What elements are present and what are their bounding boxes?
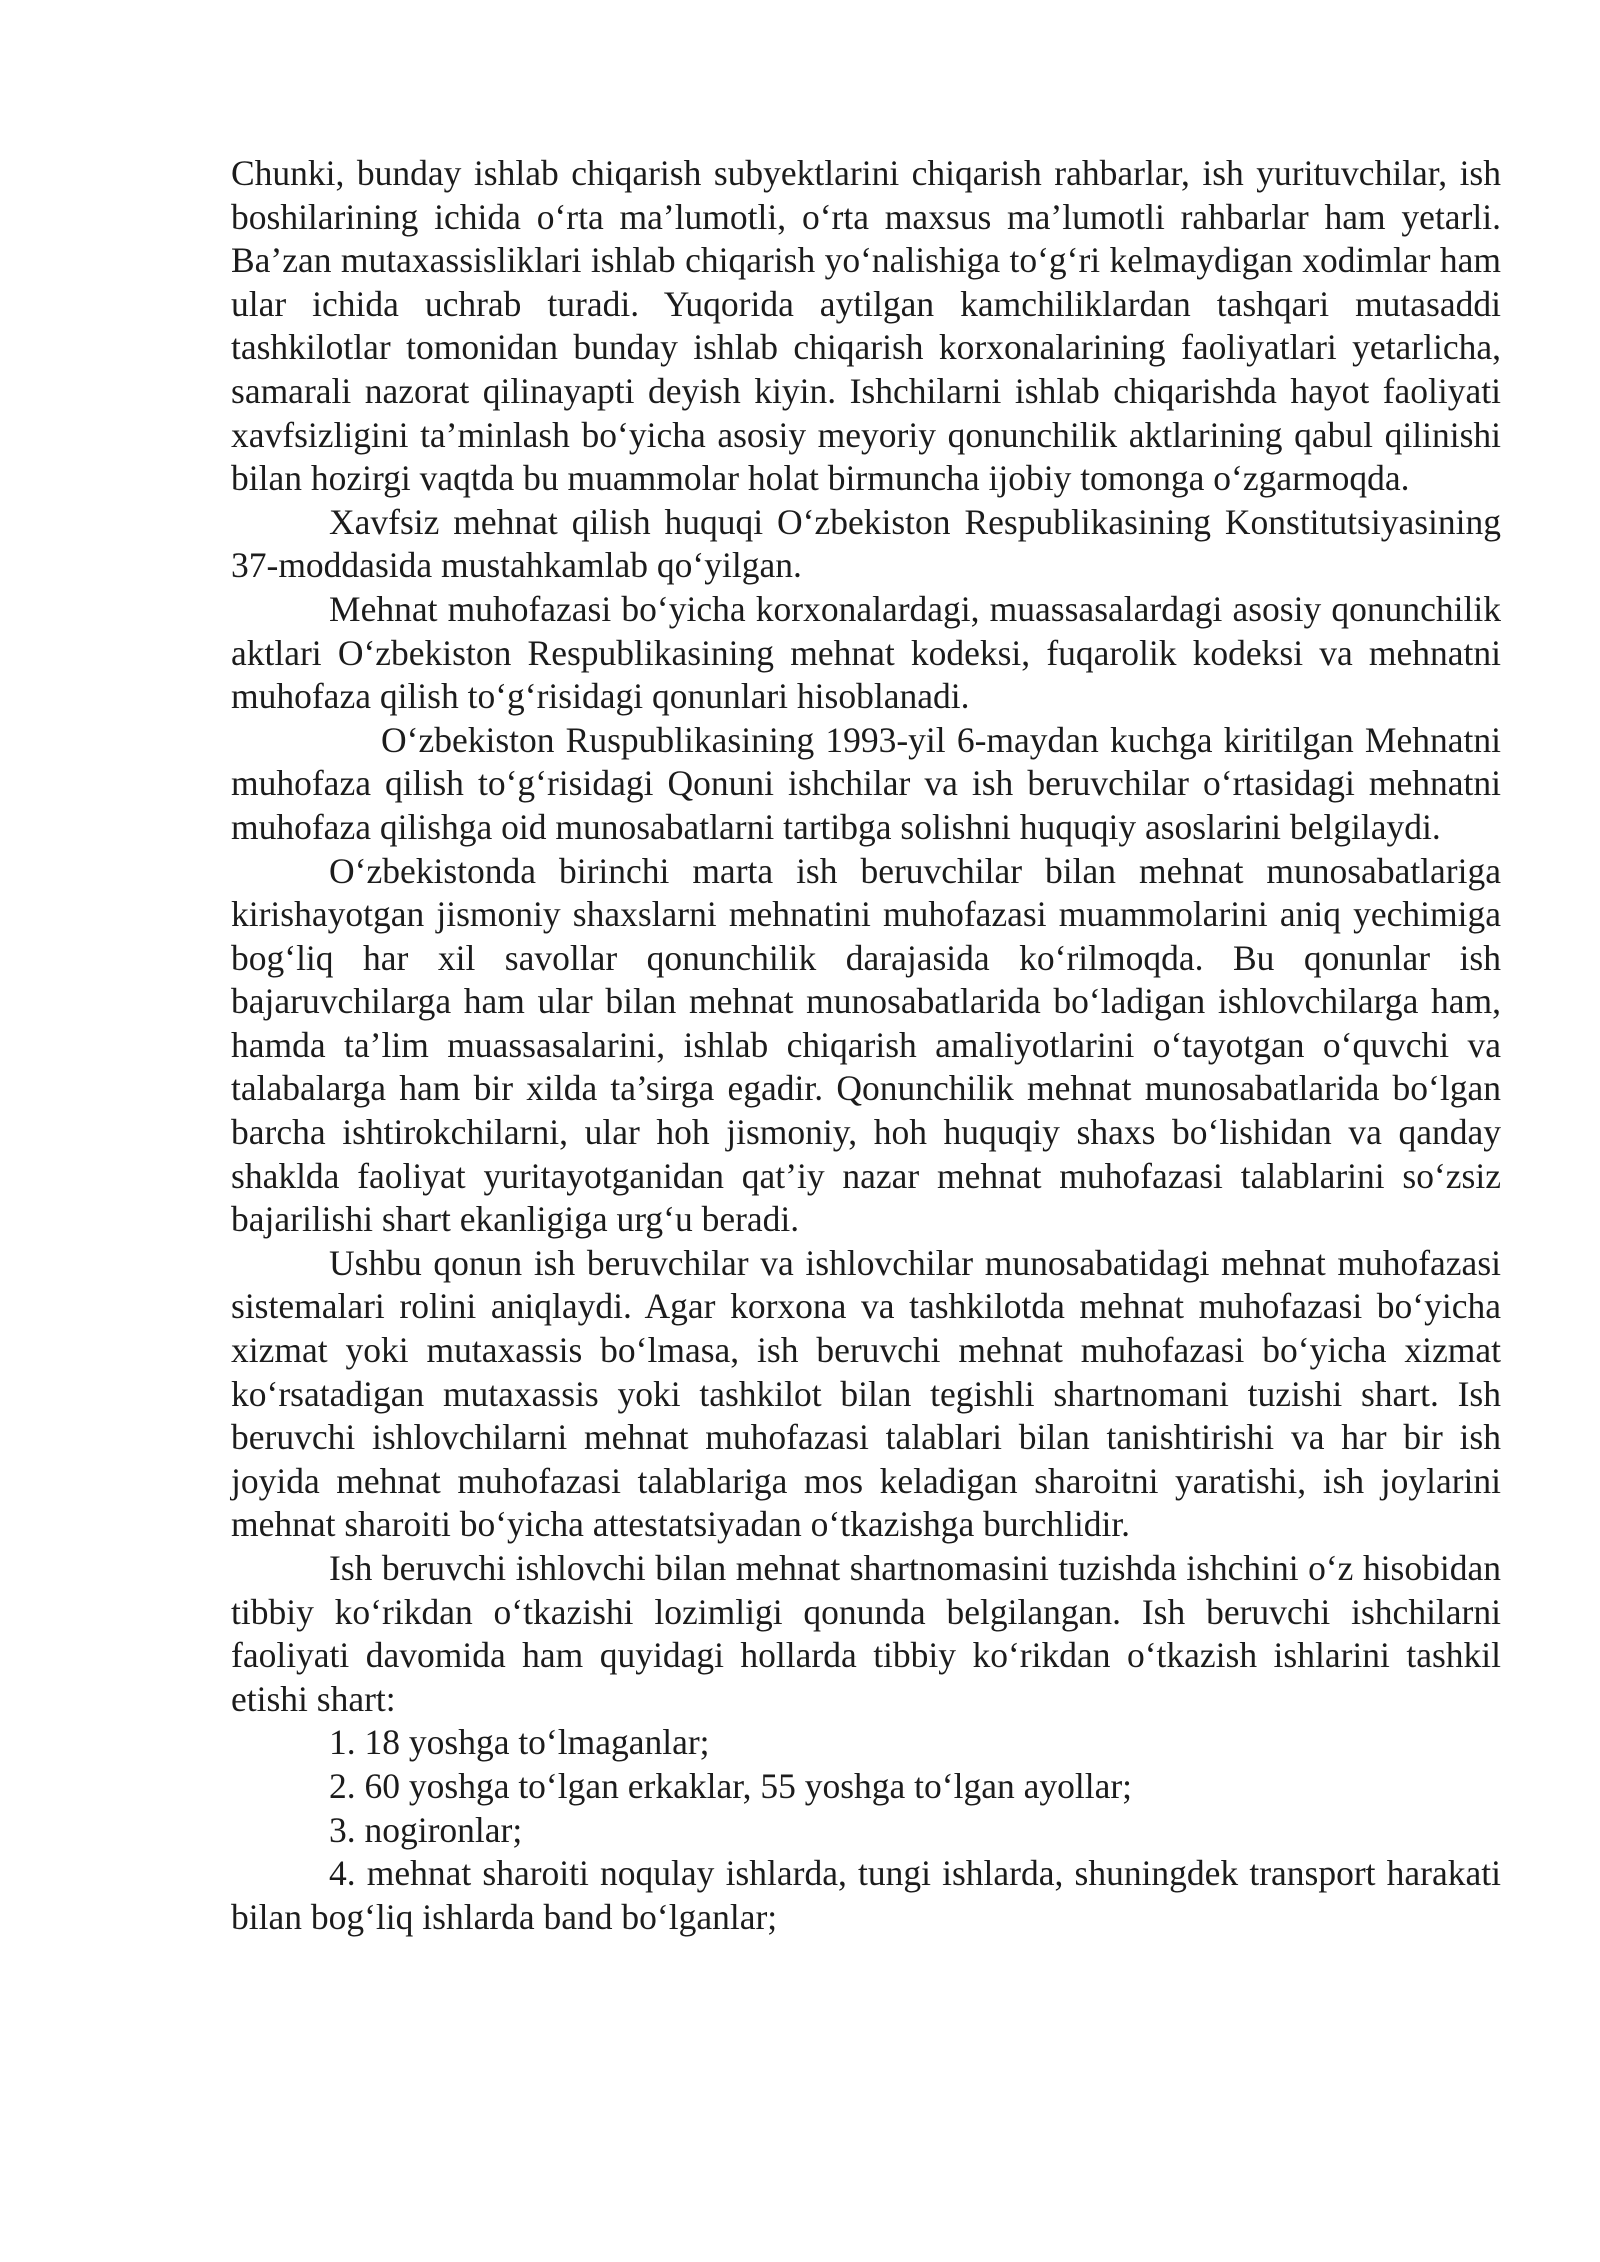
paragraph-first-time: O‘zbekistonda birinchi marta ish beruvchilar bilan mehnat munosabatlariga kirishayotgan jismoniy shaxslarni mehnatini muhofazasi muammolarini aniq yechimiga bog‘liq har xil savollar qonunchilik darajasida ko‘rilmoqda. Bu qonunlar ish bajaruvchilarga ham ular bilan mehnat munosabatlarida bo‘ladigan ishlovchilarga ham, hamda ta’lim muassasalarini, ishlab chiqarish amaliyotlarini o‘tayotgan o‘quvchi va talabalarga ham bir xilda ta’sirga egadir. Qonunchilik mehnat munosabatlarida bo‘lgan barcha ishtirokchilarni, ular hoh jismoniy, hoh huquqiy shaxs bo‘lishidan va qanday shaklda faoliyat yuritayotganidan qat’iy nazar mehnat muhofazasi talablarini so‘zsiz bajarilishi shart ekanligiga urg‘u beradi. xyxy=(231,850,1501,1240)
paragraph-continuation: Chunki, bunday ishlab chiqarish subyektlarini chiqarish rahbarlar, ish yurituvchilar, ish boshilarining ichida o‘rta ma’lumotli, o‘rta maxsus ma’lumotli rahbarlar ham yetarli. Ba’zan mutaxassisliklari ishlab chiqarish yo‘nalishiga to‘g‘ri kelmaydigan xodimlar ham ular ichida uchrab turadi. Yuqorida aytilgan kamchiliklardan tashqari mutasaddi tashkilotlar tomonidan bunday ishlab chiqarish korxonalarining faoliyatlari yetarlicha, samarali nazorat qilinayapti deyish kiyin. Ishchilarni ishlab chiqarishda hayot faoliyati xavfsizligini ta’minlash bo‘yicha asosiy meyoriy qonunchilik aktlarining qabul qilinishi bilan hozirgi vaqtda bu muammolar holat birmuncha ijobiy tomonga o‘zgarmoqda. xyxy=(231,153,1501,499)
paragraph-medical-exam: Ish beruvchi ishlovchi bilan mehnat shartnomasini tuzishda ishchini o‘z hisobidan tibbiy ko‘rikdan o‘tkazishi lozimligi qonunda belgilangan. Ish beruvchi ishchilarni faoliyati davomida ham quyidagi hollarda tibbiy ko‘rikdan o‘tkazish ishlarini tashkil etishi shart: xyxy=(231,1548,1501,1719)
paragraph-legal-acts: Mehnat muhofazasi bo‘yicha korxonalardagi, muassasalardagi asosiy qonunchilik aktlari O‘zbekiston Respublikasining mehnat kodeksi, fuqarolik kodeksi va mehnatni muhofaza qilish to‘g‘risidagi qonunlari hisoblanadi. xyxy=(231,588,1501,717)
list-item: 3. nogironlar; xyxy=(329,1809,523,1850)
paragraph-1993-law: O‘zbekiston Ruspublikasining 1993-yil 6-maydan kuchga kiritilgan Mehnatni muhofaza qilish to‘g‘risidagi Qonuni ishchilar va ish beruvchilar o‘rtasidagi mehnatni muhofaza qilishga oid munosabatlarni tartibga solishni huquqiy asoslarini belgilaydi. xyxy=(231,719,1501,847)
paragraph-safe-work-right: Xavfsiz mehnat qilish huquqi O‘zbekiston Respublikasining Konstitutsiyasining 37-moddasida mustahkamlab qo‘yilgan. xyxy=(231,501,1501,586)
paragraph-law-role: Ushbu qonun ish beruvchilar va ishlovchilar munosabatidagi mehnat muhofazasi sistemalari rolini aniqlaydi. Agar korxona va tashkilotda mehnat muhofazasi bo‘yicha xizmat yoki mutaxassis bo‘lmasa, ish beruvchi mehnat muhofazasi bo‘yicha xizmat ko‘rsatadigan mutaxassis yoki tashkilot bilan tegishli shartnomani tuzishi shart. Ish beruvchi ishlovchilarni mehnat muhofazasi talablari bilan tanishtirishi va har bir ish joyida mehnat muhofazasi talablariga mos keladigan sharoitni yaratishi, ish joylarini mehnat sharoiti bo‘yicha attestatsiyadan o‘tkazishga burchlidir. xyxy=(231,1242,1501,1545)
document-body xyxy=(231,152,1501,1939)
list-item: 1. 18 yoshga to‘lmaganlar; xyxy=(329,1722,710,1763)
list-item: 2. 60 yoshga to‘lgan erkaklar, 55 yoshga to‘lgan ayollar; xyxy=(329,1765,1133,1806)
list-item: 4. mehnat sharoiti noqulay ishlarda, tungi ishlarda, shuningdek transport harakati bilan bog‘liq ishlarda band bo‘lganlar; xyxy=(231,1853,1501,1937)
medical-exam-list xyxy=(231,1721,1501,1939)
